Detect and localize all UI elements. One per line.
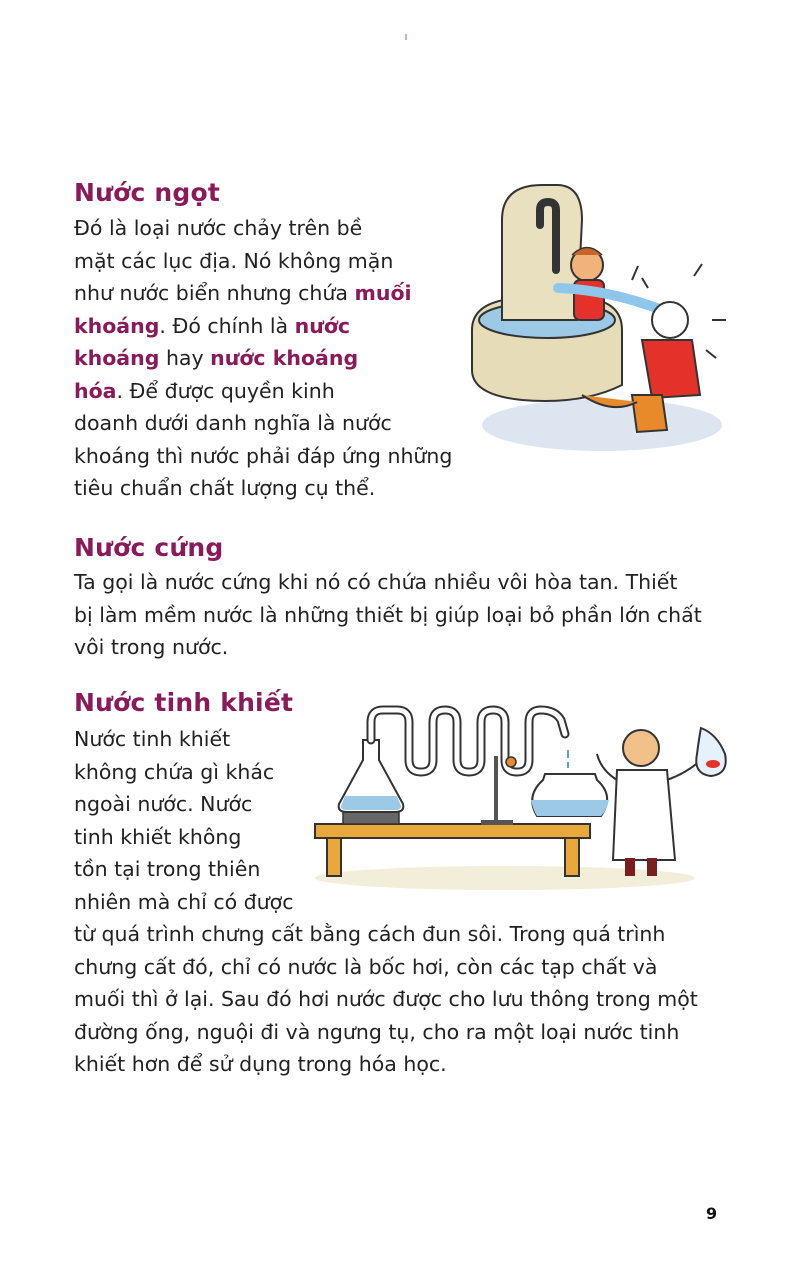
scientist-arm (597, 754, 617, 780)
scientist-head (623, 730, 659, 766)
fountain-illustration (462, 180, 730, 458)
stand-clamp (506, 757, 516, 767)
heading-fresh-water: Nước ngọt (74, 178, 221, 207)
distillation-illustration (305, 700, 745, 895)
print-mark (405, 34, 407, 40)
coiled-tube (371, 710, 565, 772)
burner (343, 812, 399, 824)
page-number: 9 (706, 1204, 718, 1223)
table-leg-right (565, 838, 579, 876)
term-mineralized-water: nước khoáng (210, 346, 359, 370)
splash-head (652, 302, 688, 338)
heading-hard-water: Nước cứng (74, 533, 224, 562)
term-mineralized-water-2: hóa (74, 378, 117, 403)
paragraph-pure-water-body: từ quá trình chưng cất bằng cách đun sôi. Trong quá trình chưng cất đó, chỉ có nước là bốc hơi, còn các tạp chất và muối thì ở lại. Sau đó hơi nước được cho lưu thông trong một đường ống, nguội đi và ngưng tụ, cho ra một loại nước tinh khiết hơn để sử dụng trong hóa học. (74, 922, 698, 1076)
paragraph-pure-water-intro: Nước tinh khiết không chứa gì khác ngoài nước. Nước tinh khiết không tồn tại trong thiên nhiên mà chỉ có được (74, 727, 294, 914)
scientist-leg-left (625, 858, 635, 876)
paragraph-fresh-water: Đó là loại nước chảy trên bề mặt các lục địa. Nó không mặn như nước biển nhưng chứa muối khoáng. Đó chính là nước khoáng hay nước khoáng hóa. Để được quyền kinh doanh dưới danh nghĩa là nước khoáng thì nước phải đáp ứng những tiêu chuẩn chất lượng cụ thể. (74, 216, 453, 500)
fish-bag (696, 728, 725, 776)
table-top (315, 824, 590, 838)
term-mineral-water: nước (294, 313, 351, 338)
ground-shadow (482, 399, 722, 451)
flask-liquid (341, 796, 401, 810)
scientist-leg-right (647, 858, 657, 876)
coiled-tube-outline (371, 710, 565, 772)
stand-rod (494, 756, 498, 822)
term-mineral-water-2: khoáng (74, 346, 160, 370)
term-mineral-salt: muối (354, 281, 412, 305)
man-shirt (642, 340, 700, 398)
heading-pure-water: Nước tinh khiết (74, 688, 294, 717)
term-mineral-salt-2: khoáng (74, 313, 160, 338)
man-trousers (632, 395, 667, 432)
bowl-water (531, 800, 609, 816)
table-leg-left (327, 838, 341, 876)
lab-coat (613, 770, 675, 860)
paragraph-hard-water: Ta gọi là nước cứng khi nó có chứa nhiều vôi hòa tan. Thiết bị làm mềm nước là những thiết bị giúp loại bỏ phần lớn chất vôi trong nước. (74, 570, 702, 659)
goldfish (706, 760, 720, 768)
table-shadow (315, 866, 695, 890)
